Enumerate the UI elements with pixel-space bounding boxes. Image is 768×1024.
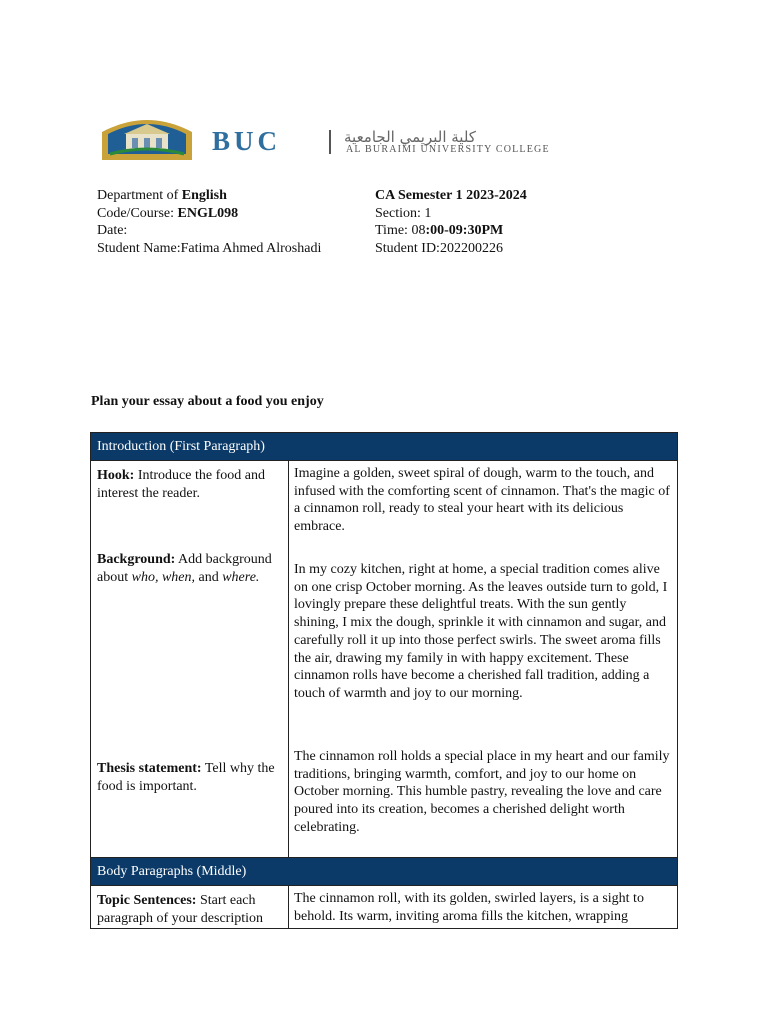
info-left xyxy=(97,187,321,257)
thesis-text-cell: The cinnamon roll holds a special place in my heart and our family traditions, bringing warmth, comfort, and joy to our home on October morning. This humble pastry, revealing the love and care poured into its creation, becomes a cherished delight worth celebrating. xyxy=(294,749,670,835)
intro-header: Introduction (First Paragraph) xyxy=(91,433,677,460)
date-line: Date: xyxy=(97,223,128,238)
semester-line: CA Semester 1 2023-2024 xyxy=(375,188,527,203)
body-header: Body Paragraphs (Middle) xyxy=(91,858,677,885)
background-label-cell: Background: Add background about who, when, and where. xyxy=(97,552,272,585)
topic-text-cell: The cinnamon roll, with its golden, swirled layers, is a sight to behold. Its warm, inviting aroma fills the kitchen, wrapping xyxy=(294,891,644,924)
background-text-cell: In my cozy kitchen, right at home, a special tradition comes alive on one crisp October morning. As the leaves outside turn to gold, I lovingly prepare these delightful treats. With the sun gently shining, I mix the dough, sprinkle it with cinnamon and sugar, and carefully roll it up into those perfect swirls. The sweet aroma fills the air, drawing my family in with happy excitement. These cinnamon rolls have become a cherished fall tradition, adding a touch of warmth and joy to our morning. xyxy=(294,562,668,701)
college-logo xyxy=(96,114,626,164)
essay-plan-table xyxy=(90,432,678,929)
section-line: Section: 1 xyxy=(375,205,432,221)
table-divider xyxy=(91,885,677,886)
college-crest-icon xyxy=(96,114,198,162)
essay-prompt: Plan your essay about a food you enjoy xyxy=(91,394,324,409)
hook-label-cell: Hook: Introduce the food and interest the reader. xyxy=(97,468,265,501)
department-line: Department of English xyxy=(97,188,227,203)
hook-text-cell: Imagine a golden, sweet spiral of dough, warm to the touch, and infused with the comforting scent of cinnamon. That's the magic of a cinnamon roll, ready to steal your heart with its delicious embrace. xyxy=(294,466,670,535)
college-arabic-name: كلية البريمي الجامعية xyxy=(344,128,476,146)
student-name-line: Student Name:Fatima Ahmed Alroshadi xyxy=(97,240,322,256)
topic-label-cell: Topic Sentences: Start each paragraph of your description xyxy=(97,893,263,926)
thesis-label-cell: Thesis statement: Tell why the food is important. xyxy=(97,761,275,794)
college-short-name: BUC xyxy=(212,126,282,156)
course-line: Code/Course: ENGL098 xyxy=(97,205,239,221)
table-divider xyxy=(91,460,677,461)
logo-divider xyxy=(329,130,331,154)
time-line: Time: 08:00-09:30PM xyxy=(375,223,504,238)
college-english-name: AL BURAIMI UNIVERSITY COLLEGE xyxy=(346,144,550,155)
info-right xyxy=(375,187,527,257)
student-id-line: Student ID:202200226 xyxy=(375,240,503,256)
